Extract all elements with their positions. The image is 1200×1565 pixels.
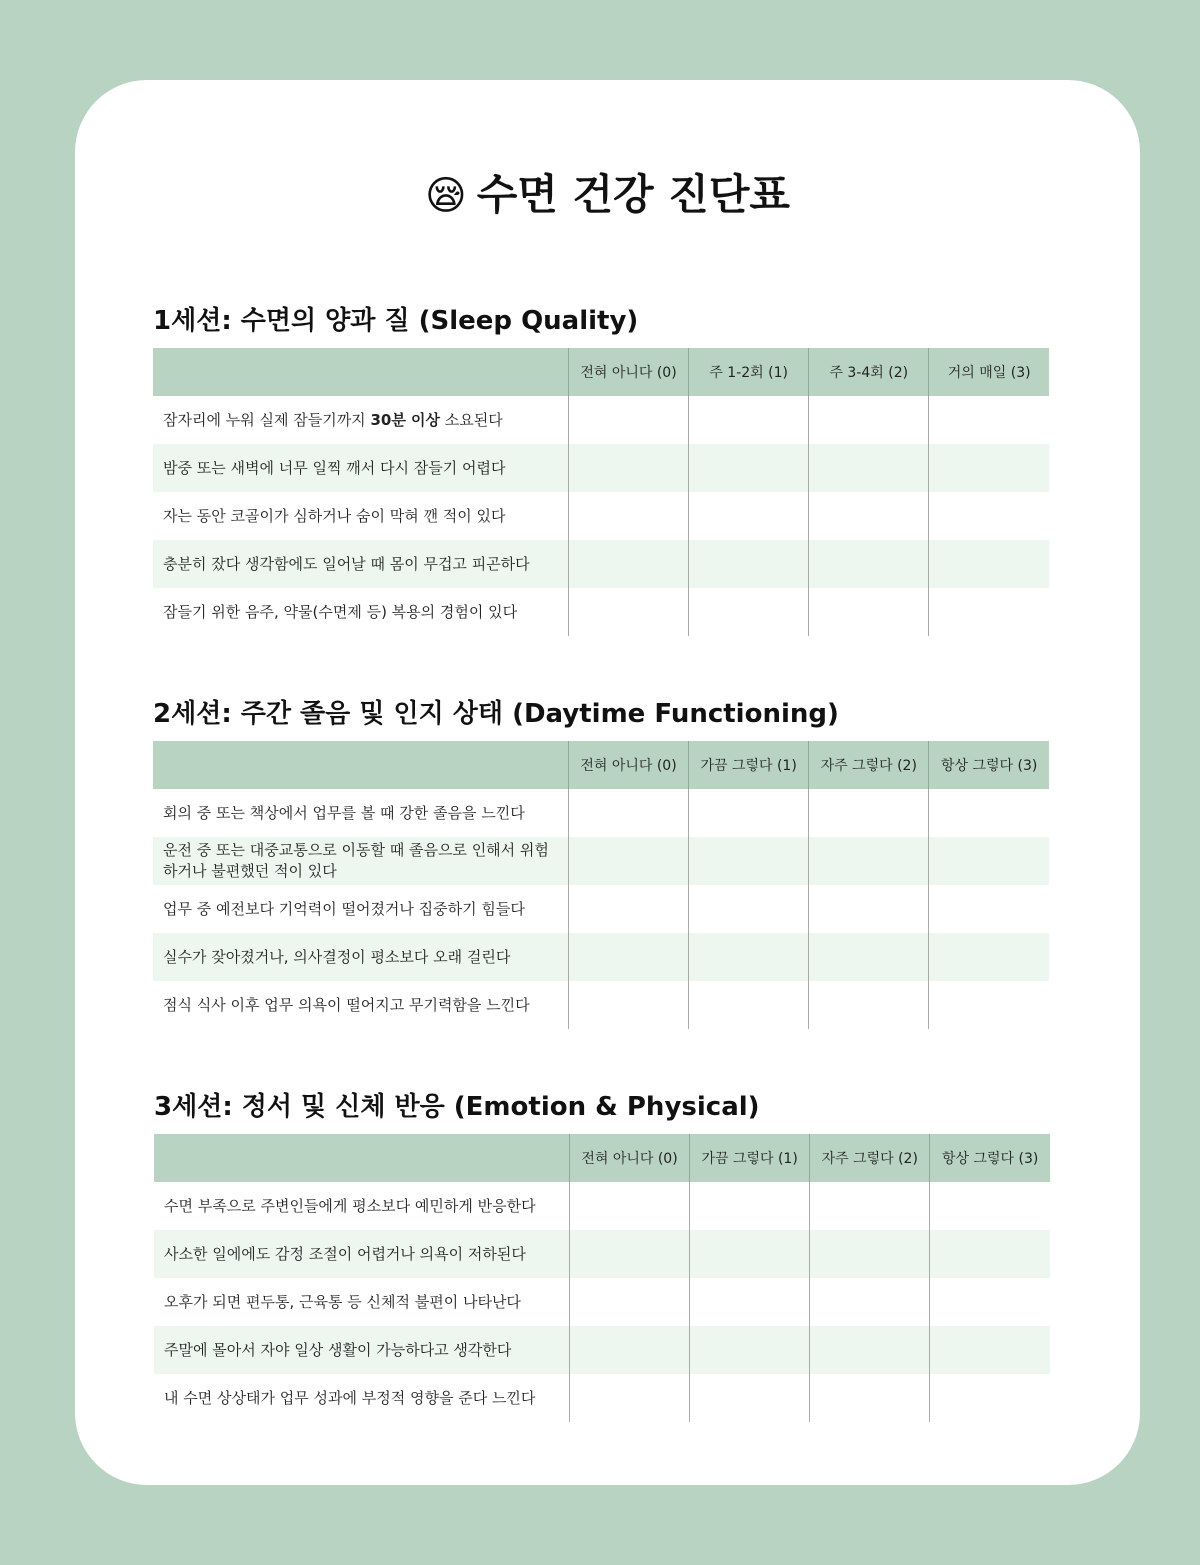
question-emphasis: 30분 이상 <box>370 410 441 429</box>
answer-cell[interactable] <box>689 492 809 540</box>
answer-cell[interactable] <box>929 933 1049 981</box>
column-header: 전혀 아니다 (0) <box>568 741 688 789</box>
answer-cell[interactable] <box>930 1230 1050 1278</box>
column-header: 항상 그렇다 (3) <box>929 741 1049 789</box>
question-text <box>154 1374 569 1422</box>
answer-cell[interactable] <box>929 885 1049 933</box>
answer-cell[interactable] <box>929 837 1049 885</box>
assessment-table <box>154 1134 1050 1422</box>
answer-cell[interactable] <box>689 789 809 837</box>
question-text <box>153 396 568 444</box>
question-label-end: 소요된다 <box>440 410 503 429</box>
answer-cell[interactable] <box>690 1278 810 1326</box>
answer-cell[interactable] <box>810 1182 930 1230</box>
answer-cell[interactable] <box>690 1374 810 1422</box>
table-row <box>154 1182 1050 1230</box>
column-header: 거의 매일 (3) <box>929 348 1049 396</box>
question-text <box>153 444 568 492</box>
answer-cell[interactable] <box>689 540 809 588</box>
answer-cell[interactable] <box>569 1278 689 1326</box>
question-label: 실수가 잦아졌거나, 의사결정이 평소보다 오래 걸린다 <box>163 947 511 966</box>
answer-cell[interactable] <box>809 492 929 540</box>
answer-cell[interactable] <box>929 540 1049 588</box>
answer-cell[interactable] <box>689 933 809 981</box>
answer-cell[interactable] <box>568 837 688 885</box>
question-text <box>154 1182 569 1230</box>
answer-cell[interactable] <box>930 1326 1050 1374</box>
answer-cell[interactable] <box>569 1230 689 1278</box>
question-text <box>153 933 568 981</box>
question-label: 잠자리에 누워 실제 잠들기까지 <box>163 410 371 429</box>
question-label: 잠들기 위한 음주, 약물(수면제 등) 복용의 경험이 있다 <box>163 602 518 621</box>
column-header: 자주 그렇다 (2) <box>810 1134 930 1182</box>
answer-cell[interactable] <box>568 540 688 588</box>
answer-cell[interactable] <box>689 588 809 636</box>
answer-cell[interactable] <box>568 588 688 636</box>
answer-cell[interactable] <box>569 1182 689 1230</box>
question-text <box>153 588 568 636</box>
header-row <box>153 741 1049 789</box>
table-row <box>153 588 1049 636</box>
answer-cell[interactable] <box>568 444 688 492</box>
table-row <box>153 981 1049 1029</box>
question-label: 충분히 잤다 생각함에도 일어날 때 몸이 무겁고 피곤하다 <box>163 554 530 573</box>
table-row <box>153 540 1049 588</box>
answer-cell[interactable] <box>568 396 688 444</box>
section-heading: 3세션: 정서 및 신체 반응 (Emotion & Physical) <box>154 1092 760 1122</box>
table-row <box>153 444 1049 492</box>
table-row <box>153 789 1049 837</box>
answer-cell[interactable] <box>809 540 929 588</box>
question-text <box>153 540 568 588</box>
question-label: 오후가 되면 편두통, 근육통 등 신체적 불편이 나타난다 <box>164 1292 521 1311</box>
answer-cell[interactable] <box>690 1182 810 1230</box>
title-text: 수면 건강 진단표 <box>476 170 790 219</box>
table-row <box>153 492 1049 540</box>
column-header: 전혀 아니다 (0) <box>568 348 688 396</box>
answer-cell[interactable] <box>809 396 929 444</box>
answer-cell[interactable] <box>689 981 809 1029</box>
answer-cell[interactable] <box>810 1230 930 1278</box>
question-text <box>153 492 568 540</box>
answer-cell[interactable] <box>929 492 1049 540</box>
table-row <box>153 396 1049 444</box>
question-text <box>153 789 568 837</box>
assessment-table <box>153 348 1049 636</box>
column-header: 자주 그렇다 (2) <box>809 741 929 789</box>
section-heading: 1세션: 수면의 양과 질 (Sleep Quality) <box>153 306 639 336</box>
answer-cell[interactable] <box>809 981 929 1029</box>
answer-cell[interactable] <box>929 789 1049 837</box>
header-row <box>153 348 1049 396</box>
question-text <box>154 1278 569 1326</box>
question-text <box>153 885 568 933</box>
column-header: 주 3-4회 (2) <box>809 348 929 396</box>
answer-cell[interactable] <box>809 933 929 981</box>
table-row <box>154 1326 1050 1374</box>
table-row <box>154 1278 1050 1326</box>
question-header <box>153 741 568 789</box>
answer-cell[interactable] <box>930 1182 1050 1230</box>
answer-cell[interactable] <box>809 588 929 636</box>
question-text <box>154 1230 569 1278</box>
table-row <box>153 837 1049 885</box>
question-label: 밤중 또는 새벽에 너무 일찍 깨서 다시 잠들기 어렵다 <box>163 458 506 477</box>
answer-cell[interactable] <box>569 1326 689 1374</box>
answer-cell[interactable] <box>929 396 1049 444</box>
question-label: 사소한 일에에도 감정 조절이 어렵거나 의욕이 저하된다 <box>164 1244 526 1263</box>
table-row <box>153 885 1049 933</box>
question-text <box>154 1326 569 1374</box>
answer-cell[interactable] <box>810 1326 930 1374</box>
table-row <box>154 1230 1050 1278</box>
section-2 <box>153 693 1049 1029</box>
question-label: 업무 중 예전보다 기억력이 떨어졌거나 집중하기 힘들다 <box>163 899 525 918</box>
answer-cell[interactable] <box>809 885 929 933</box>
column-header: 전혀 아니다 (0) <box>569 1134 689 1182</box>
answer-cell[interactable] <box>569 1374 689 1422</box>
question-label: 점식 식사 이후 업무 의욕이 떨어지고 무기력함을 느낀다 <box>163 995 530 1014</box>
section-heading: 2세션: 주간 졸음 및 인지 상태 (Daytime Functioning) <box>153 699 839 729</box>
answer-cell[interactable] <box>689 396 809 444</box>
question-label: 자는 동안 코골이가 심하거나 숨이 막혀 깬 적이 있다 <box>163 506 506 525</box>
table-row <box>153 933 1049 981</box>
answer-cell[interactable] <box>568 789 688 837</box>
question-label: 운전 중 또는 대중교통으로 이동할 때 졸음으로 인해서 위험하거나 불편했던 적이 있다 <box>163 841 549 880</box>
answer-cell[interactable] <box>690 1230 810 1278</box>
sleepy-face-icon: 😪 <box>425 173 467 219</box>
answer-cell[interactable] <box>809 837 929 885</box>
answer-cell[interactable] <box>809 444 929 492</box>
question-label: 회의 중 또는 책상에서 업무를 볼 때 강한 졸음을 느낀다 <box>163 803 525 822</box>
answer-cell[interactable] <box>929 981 1049 1029</box>
assessment-table <box>153 741 1049 1029</box>
answer-cell[interactable] <box>689 837 809 885</box>
header-row <box>154 1134 1050 1182</box>
page-title <box>75 162 1140 222</box>
question-header <box>154 1134 569 1182</box>
column-header: 항상 그렇다 (3) <box>930 1134 1050 1182</box>
answer-cell[interactable] <box>929 444 1049 492</box>
answer-cell[interactable] <box>568 492 688 540</box>
answer-cell[interactable] <box>810 1278 930 1326</box>
table-row <box>154 1374 1050 1422</box>
column-header: 가끔 그렇다 (1) <box>689 741 809 789</box>
answer-cell[interactable] <box>929 588 1049 636</box>
column-header: 가끔 그렇다 (1) <box>690 1134 810 1182</box>
question-label: 수면 부족으로 주변인들에게 평소보다 예민하게 반응한다 <box>164 1196 536 1215</box>
answer-cell[interactable] <box>810 1374 930 1422</box>
answer-cell[interactable] <box>568 981 688 1029</box>
question-header <box>153 348 568 396</box>
answer-cell[interactable] <box>689 444 809 492</box>
answer-cell[interactable] <box>930 1374 1050 1422</box>
column-header: 주 1-2회 (1) <box>689 348 809 396</box>
question-label: 주말에 몰아서 자야 일상 생활이 가능하다고 생각한다 <box>164 1340 512 1359</box>
question-label: 내 수면 상상태가 업무 성과에 부정적 영향을 준다 느낀다 <box>164 1388 536 1407</box>
question-text <box>153 981 568 1029</box>
answer-cell[interactable] <box>568 885 688 933</box>
checklist-card <box>75 80 1140 1485</box>
answer-cell[interactable] <box>568 933 688 981</box>
section-3 <box>154 1086 1050 1422</box>
section-1 <box>153 300 1049 636</box>
answer-cell[interactable] <box>930 1278 1050 1326</box>
answer-cell[interactable] <box>690 1326 810 1374</box>
question-text <box>153 837 568 885</box>
answer-cell[interactable] <box>809 789 929 837</box>
answer-cell[interactable] <box>689 885 809 933</box>
